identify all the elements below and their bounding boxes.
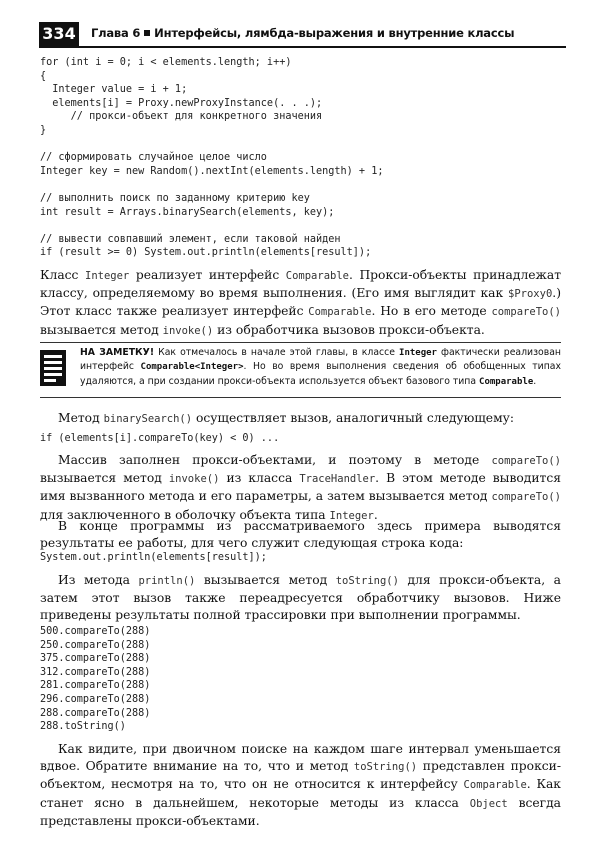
running-title	[91, 26, 514, 40]
header-rule	[39, 46, 566, 48]
code-block-compare: if (elements[i].compareTo(key) < 0) ...	[40, 433, 280, 444]
paragraph-program-end: В конце программы из рассматриваемого здесь примера выводятся результаты ее работы, для чего служит следующая строка кода:	[40, 519, 561, 551]
paragraph-println: Из метода println() вызывается метод toString() для прокси-объекта, а затем этот вызов также переадресуется обработчику вызовов. Ниже приведены результаты полной трассировки при выполнении программы.	[40, 573, 562, 623]
paragraph-binary-search: Метод binarySearch() осуществляет вызов, аналогичный следующему:	[58, 411, 515, 425]
page-number: 334	[39, 22, 79, 46]
square-bullet-icon	[144, 30, 150, 36]
code-block-main: for (int i = 0; i < elements.length; i++) { Integer value = i + 1; elements[i] = Proxy.newProxyInstance(. . .); // прокси-объект для конкретного значения } // сформировать случайное целое число Integer key = new Random().nextInt(elements.length) + 1; // выполнить поиск по заданному критерию key int result = Arrays.binarySearch(elements, key); // вывести совпавший элемент, если таковой найден if (result >= 0) System.out.println(elements[result]);	[40, 57, 384, 259]
code-block-trace: 500.compareTo(288) 250.compareTo(288) 375.compareTo(288) 312.compareTo(288) 281.compareTo(288) 296.compareTo(288) 288.compareTo(288) 288.toString()	[40, 626, 151, 733]
paragraph-proxy-classes: Класс Integer реализует интерфейс Comparable. Прокси-объекты принадлежат классу, определяемому во время выполнения. (Его имя выглядит как $Proxy0.) Этот класс также реализует интерфейс Comparable. Но в его методе compareTo() вызывается метод invoke() из обработчика вызовов прокси-объекта.	[40, 268, 562, 337]
note-text: НА ЗАМЕТКУ! Как отмечалось в начале этой главы, в классе Integer фактически реализован интерфейс Comparable<Integer>. Но во время выполнения сведения об обобщенных типах удаляются, а при создании прокси-объекта используется объект базового типа Comparable.	[80, 347, 561, 387]
chapter-label: Глава 6	[91, 26, 141, 40]
paragraph-conclusion: Как видите, при двоичном поиске на каждом шаге интервал уменьшается вдвое. Обратите внимание на то, что и метод toString() представлен прокси-объектом, несмотря на то, что он не относится к интерфейсу Comparable. Как станет ясно в дальнейшем, некоторые методы из класса Object всегда представлены прокси-объектами.	[40, 742, 562, 828]
paragraph-array-proxies: Массив заполнен прокси-объектами, и поэтому в методе compareTo() вызывается метод invoke() из класса TraceHandler. В этом методе выводится имя вызванного метода и его параметры, а затем вызывается метод compareTo() для заключенного в оболочку объекта типа Integer.	[40, 453, 561, 522]
note-label: НА ЗАМЕТКУ!	[80, 347, 155, 358]
code-block-println: System.out.println(elements[result]);	[40, 552, 267, 563]
note-icon	[40, 350, 66, 386]
note-box	[40, 342, 561, 398]
chapter-title: Интерфейсы, лямбда-выражения и внутренние классы	[154, 26, 515, 40]
page-header	[39, 22, 566, 50]
